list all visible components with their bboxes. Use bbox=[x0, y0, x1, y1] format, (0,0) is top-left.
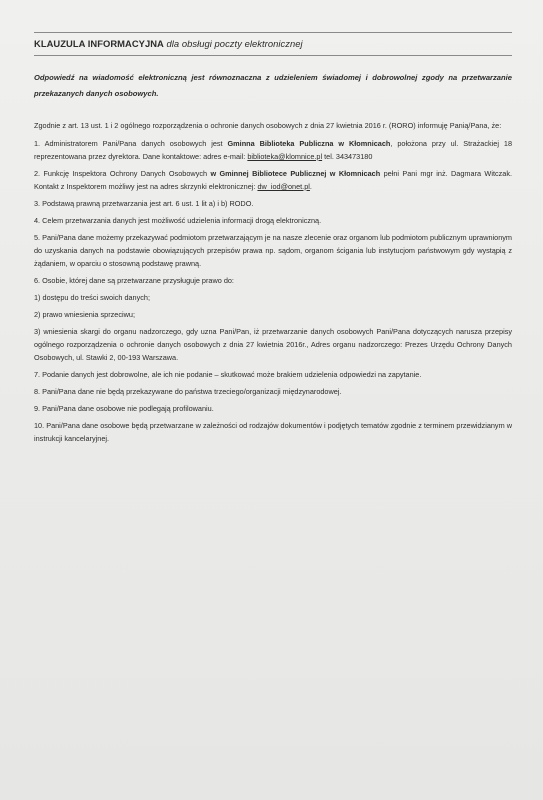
item-recipients: 5. Pani/Pana dane możemy przekazywać podmiotom przetwarzającym je na nasze zlecenie oraz organom lub podmiotom publicznym uprawnionym do uzyskania danych na podstawie obowiązujących przepisów prawa np. sądom, organom ścigania lub instytucjom państwowym gdy wystąpią z żądaniem, w oparciu o stosowną podstawę prawną. bbox=[34, 232, 512, 268]
item-purpose: 4. Celem przetwarzania danych jest możliwość udzielenia informacji drogą elektroniczną. bbox=[34, 215, 322, 225]
item1-post: , położona przy ul. Strażackiej 18 reprezentowana przez dyrektora. Dane kontaktowe: adres e-mail: bbox=[34, 138, 512, 161]
intro-paragraph: Zgodnie z art. 13 ust. 1 i 2 ogólnego rozporządzenia o ochronie danych osobowych z dnia 27 kwietnia 2016 r. (RORO) informuję Panią/Pana, że: bbox=[34, 121, 502, 130]
item-right-access: 1) dostępu do treści swoich danych; bbox=[34, 292, 151, 302]
item1-pre: 1. Administratorem Pani/Pana danych osobowych jest bbox=[34, 138, 228, 148]
item-voluntary: 7. Podanie danych jest dobrowolne, ale ich nie podanie – skutkować może brakiem udzielenia odpowiedzi na zapytanie. bbox=[34, 369, 422, 379]
item-retention: 10. Pani/Pana dane osobowe będą przetwarzane w zależności od rodzajów dokumentów i podjętych tematów zgodnie z terminem przewidzianym w instrukcji kancelaryjnej. bbox=[34, 420, 512, 443]
item2-pre: 2. Funkcję Inspektora Ochrony Danych Osobowych bbox=[34, 168, 211, 178]
item-third-country: 8. Pani/Pana dane nie będą przekazywane do państwa trzeciego/organizacji międzynarodowej. bbox=[34, 386, 342, 396]
item-right-objection: 2) prawo wniesienia sprzeciwu; bbox=[34, 309, 135, 319]
consent-note: Odpowiedź na wiadomość elektroniczną jest równoznaczna z udzieleniem świadomej i dobrowolnej zgody na przetwarzanie przekazanych danych osobowych. bbox=[34, 73, 512, 98]
item-right-complaint: 3) wniesienia skargi do organu nadzorczego, gdy uzna Pani/Pan, iż przetwarzanie danych osobowych Pani/Pana dotyczących narusza przepisy ogólnego rozporządzenia o ochronie danych osobowych z dnia 27 kwietnia 2016r., Adres organu nadzorczego: Prezes Urzędu Ochrony Danych Osobowych, ul. Stawki 2, 00-193 Warszawa. bbox=[34, 326, 512, 362]
item1-bold: Gminna Biblioteka Publiczna w Kłomnicach bbox=[227, 138, 391, 148]
title-rest: dla obsługi poczty elektronicznej bbox=[163, 38, 303, 49]
item-inspector bbox=[34, 167, 512, 193]
document-content bbox=[34, 32, 512, 445]
item-administrator bbox=[34, 137, 512, 163]
page-title bbox=[34, 32, 512, 56]
item1-tail: tel. 343473180 bbox=[322, 151, 373, 161]
title-bold: KLAUZULA INFORMACYJNA bbox=[34, 38, 164, 49]
item-rights: 6. Osobie, której dane są przetwarzane przysługuje prawo do: bbox=[34, 275, 234, 285]
item2-bold: w Gminnej Bibliotece Publicznej w Kłomnicach bbox=[210, 168, 381, 178]
item2-email-link[interactable]: dw_iod@onet.pl bbox=[257, 181, 310, 191]
item1-email-link[interactable]: biblioteka@klomnice.pl bbox=[247, 151, 323, 161]
item2-tail: . bbox=[309, 181, 312, 191]
item-legal-basis: 3. Podstawą prawną przetwarzania jest art. 6 ust. 1 lit a) i b) RODO. bbox=[34, 198, 254, 208]
item-profiling: 9. Pani/Pana dane osobowe nie podlegają profilowaniu. bbox=[34, 403, 214, 413]
item2-post: pełni Pani mgr inż. Dagmara Witczak. Kontakt z Inspektorem możliwy jest na adres skrzynki elektronicznej: bbox=[34, 168, 512, 191]
